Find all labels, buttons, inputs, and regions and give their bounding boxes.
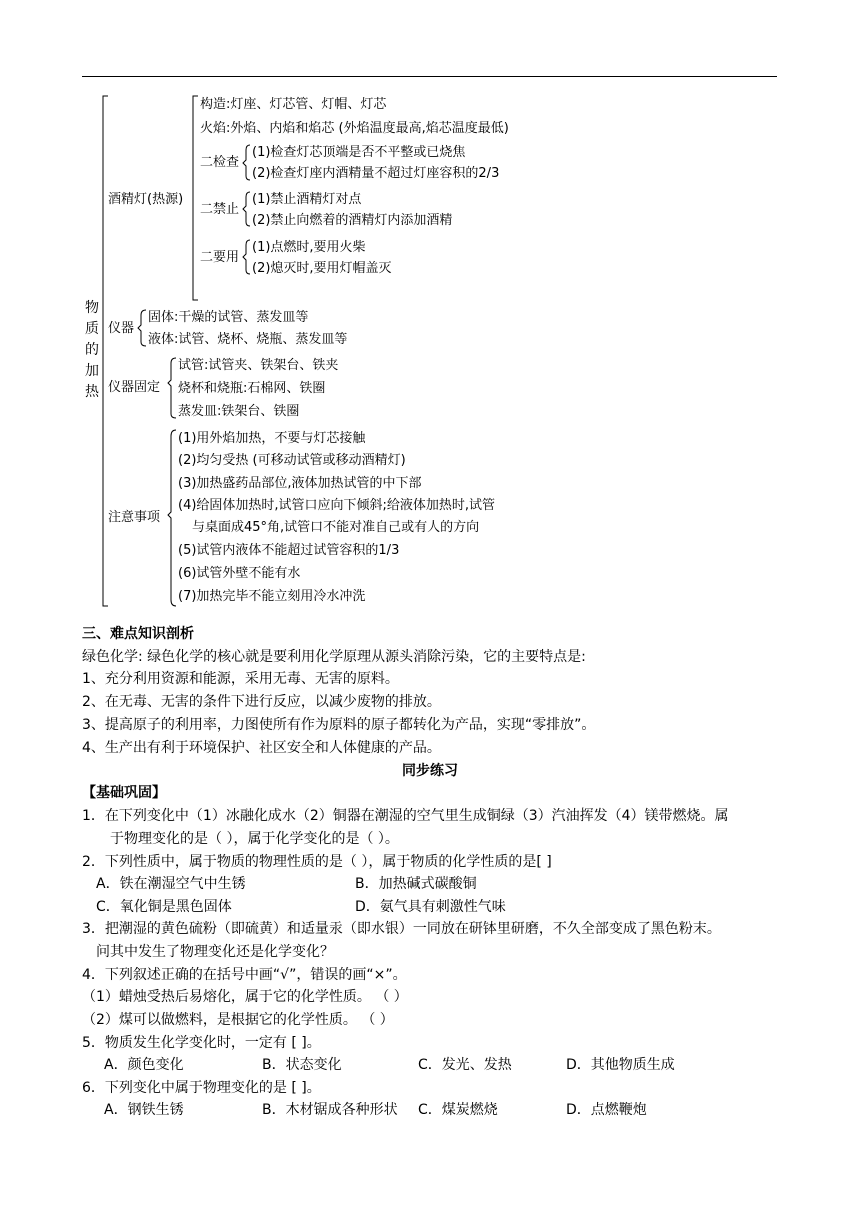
note-item: (3)加热盛药品部位,液体加热试管的中下部 [178,476,422,491]
note-item: (4)给固体加热时,试管口应向下倾斜;给液体加热时,试管 [178,498,496,513]
note-item: (2)均匀受热 (可移动试管或移动酒精灯) [178,453,406,468]
q1-line1: 1．在下列变化中（1）冰融化成水（2）铜器在潮湿的空气里生成铜绿（3）汽油挥发（4）镁带燃烧。属 [82,808,729,824]
green-point: 3、提高原子的利用率，力图使所有作为原料的原子都转化为产品，实现“零排放”。 [82,717,596,733]
root-char: 加 [85,363,99,379]
q4-item1: （1）蜡烛受热后易熔化，属于它的化学性质。 （ ） [82,989,408,1005]
q5-stem: 5．物质发生化学变化时，一定有 [ ]。 [82,1035,321,1051]
notes-label: 注意事项 [108,510,161,525]
q6-option-a: A．钢铁生锈 [104,1102,184,1118]
q5-option-d: D．其他物质生成 [566,1057,675,1073]
q2-option-a: A．铁在潮湿空气中生锈 [96,876,246,892]
fixing-brace [168,358,176,418]
lamp-flame: 火焰:外焰、内焰和焰芯 (外焰温度最高,焰芯温度最低) [200,121,509,136]
prohibitions-brace [243,192,250,226]
prohibition-item: (2)禁止向燃着的酒精灯内添加酒精 [252,213,453,228]
q5-option-a: A．颜色变化 [104,1057,184,1073]
fixing-item: 烧杯和烧瓶:石棉网、铁圈 [178,381,326,396]
practice-title: 同步练习 [402,763,458,779]
two-prohibitions-label: 二禁止 [200,202,240,217]
must-item: (2)熄灭时,要用灯帽盖灭 [252,261,392,276]
musts-brace [243,240,250,274]
q6-option-d: D．点燃鞭炮 [566,1102,647,1118]
root-label [85,298,101,403]
q6-option-c: C．煤炭燃烧 [418,1102,498,1118]
prohibition-item: (1)禁止酒精灯对点 [252,192,362,207]
section3-intro: 绿色化学: 绿色化学的核心就是要利用化学原理从源头消除污染，它的主要特点是: [82,649,586,665]
instrument-item: 固体:干燥的试管、蒸发皿等 [148,310,309,325]
alcohol-lamp-bracket [193,96,198,300]
q3-line2: 问其中发生了物理变化还是化学变化？ [96,944,334,960]
instruments-brace [138,310,146,346]
q6-option-b: B．木材锯成各种形状 [262,1102,398,1118]
root-char: 热 [85,384,99,400]
must-item: (1)点燃时,要用火柴 [252,240,366,255]
q1-line2: 于物理变化的是（ ），属于化学变化的是（ ）。 [110,831,399,847]
note-item-continued: 与桌面成45°角,试管口不能对准自己或有人的方向 [192,520,480,535]
instruments-label: 仪器 [108,321,135,336]
root-char: 的 [85,342,99,358]
alcohol-lamp-label: 酒精灯(热源) [108,192,184,207]
green-point: 2、在无毒、无害的条件下进行反应，以减少废物的排放。 [82,694,441,710]
q4-stem: 4．下列叙述正确的在括号中画“√”，错误的画“×”。 [82,967,407,983]
section3-heading: 三、难点知识剖析 [82,626,194,642]
q2-option-b: B．加热碱式碳酸铜 [355,876,477,892]
note-item: (1)用外焰加热，不要与灯芯接触 [178,431,366,446]
two-checks-label: 二检查 [200,155,240,170]
q5-option-b: B．状态变化 [262,1057,342,1073]
q2-option-c: C．氧化铜是黑色固体 [96,899,232,915]
practice-subheading: 【基础巩固】 [82,785,166,801]
root-bracket [103,96,108,606]
check-item: (1)检查灯芯顶端是否不平整或已烧焦 [252,145,466,160]
q5-option-c: C．发光、发热 [418,1057,512,1073]
fixing-item: 试管:试管夹、铁架台、铁夹 [178,358,339,373]
note-item: (7)加热完毕不能立刻用冷水冲洗 [178,589,366,604]
note-item: (5)试管内液体不能超过试管容积的1/3 [178,543,400,558]
root-char: 物 [85,300,99,316]
note-item: (6)试管外壁不能有水 [178,566,301,581]
q3-line1: 3．把潮湿的黄色硫粉（即硫黄）和适量汞（即水银）一同放在研钵里研磨，不久全部变成了黑色粉末。 [82,921,721,937]
lamp-structure: 构造:灯座、灯芯管、灯帽、灯芯 [200,97,387,112]
q2-option-d: D．氨气具有刺激性气味 [355,899,506,915]
checks-brace [243,145,250,180]
two-musts-label: 二要用 [200,250,240,265]
green-point: 4、生产出有利于环境保护、社区安全和人体健康的产品。 [82,740,441,756]
check-item: (2)检查灯座内酒精量不超过灯座容积的2/3 [252,166,500,181]
green-point: 1、充分利用资源和能源，采用无毒、无害的原料。 [82,671,399,687]
fixing-item: 蒸发皿:铁架台、铁圈 [178,404,300,419]
q6-stem: 6．下列变化中属于物理变化的是 [ ]。 [82,1080,321,1096]
instrument-item: 液体:试管、烧杯、烧瓶、蒸发皿等 [148,332,348,347]
q4-item2: （2）煤可以做燃料，是根据它的化学性质。 （ ） [82,1012,394,1028]
notes-brace [168,430,176,606]
q2-stem: 2．下列性质中，属于物质的物理性质的是（ ），属于物质的化学性质的是[ ] [82,854,552,870]
root-char: 质 [85,321,99,337]
fixing-label: 仪器固定 [108,380,161,395]
